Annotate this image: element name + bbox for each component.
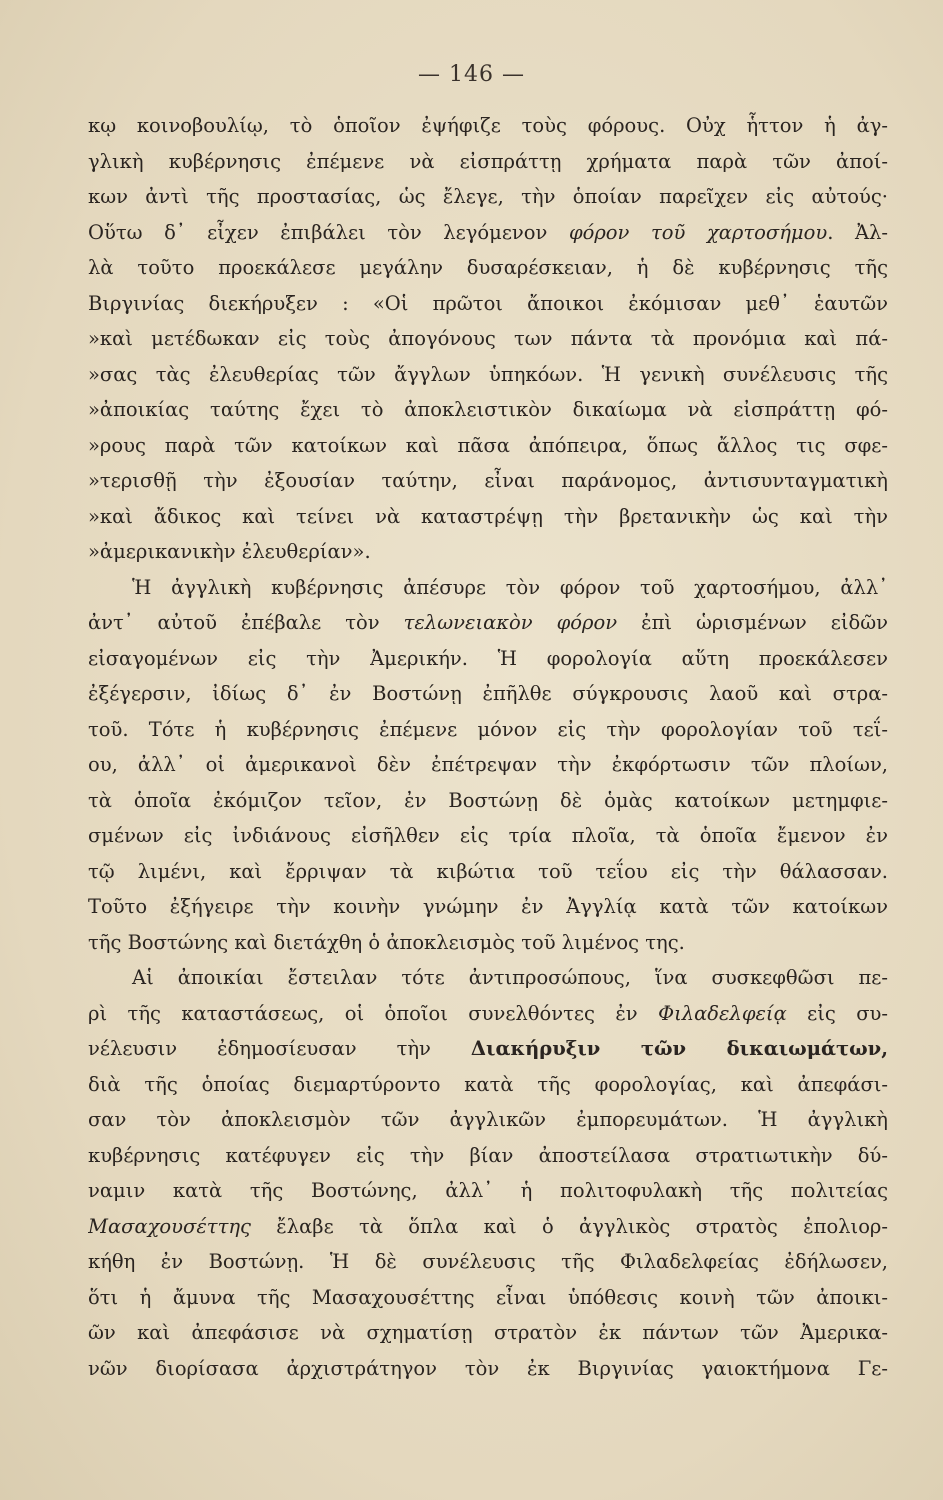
- text-line: [88, 1315, 888, 1351]
- text-line: [88, 1173, 888, 1209]
- text-run: ἔλαβε τὰ ὅπλα καὶ ὁ ἀγγλικὸς στρατὸς ἐπολιορ-: [250, 1214, 888, 1238]
- body-text: [88, 108, 888, 1386]
- text-line: [88, 1102, 888, 1138]
- text-line: [88, 889, 888, 925]
- text-line: [88, 357, 888, 393]
- text-line: [88, 818, 888, 854]
- text-line: [88, 1244, 888, 1280]
- text-run: ναμιν κατὰ τῆς Βοστώνης, ἀλλ᾽ ἡ πολιτοφυλακὴ τῆς πολιτείας: [88, 1179, 888, 1202]
- text-line: [88, 712, 888, 748]
- text-run: κυβέρνησις κατέφυγεν εἰς τὴν βίαν ἀποστείλασα στρατιωτικὴν δύ-: [88, 1143, 888, 1167]
- text-line: [88, 676, 888, 712]
- text-run: ἐξέγερσιν, ἰδίως δ᾽ ἐν Βοστώνῃ ἐπῆλθε σύγκρουσις λαοῦ καὶ στρα-: [88, 682, 888, 705]
- text-run: Ἡ ἀγγλικὴ κυβέρνησις ἀπέσυρε τὸν φόρον τοῦ χαρτοσήμου, ἀλλ᾽: [132, 575, 888, 599]
- text-run: κῳ κοινοβουλίῳ, τὸ ὁποῖον ἐψήφιζε τοὺς φόρους. Οὐχ ἧττον ἡ ἀγ-: [88, 114, 888, 137]
- italic-phrase: τελωνειακὸν φόρον: [403, 611, 618, 634]
- text-run: »καὶ ἄδικος καὶ τείνει νὰ καταστρέψῃ τὴν βρετανικὴν ὡς καὶ τὴν: [88, 504, 888, 528]
- text-run: »καὶ μετέδωκαν εἰς τοὺς ἀπογόνους των πάντα τὰ προνόμια καὶ πά-: [88, 327, 888, 350]
- text-line: [88, 321, 888, 357]
- text-run: »ἀποικίας ταύτης ἔχει τὸ ἀποκλειστικὸν δικαίωμα νὰ εἰσπράττῃ φό-: [88, 398, 888, 421]
- text-line: [88, 1209, 888, 1245]
- bold-heading-phrase: Διακήρυξιν τῶν δικαιωμάτων,: [470, 1037, 888, 1060]
- text-line: [88, 605, 888, 641]
- text-line: [88, 960, 888, 996]
- text-line: [88, 1280, 888, 1316]
- text-run: »ρους παρὰ τῶν κατοίκων καὶ πᾶσα ἀπόπειρα, ὅπως ἄλλος τις σφε-: [88, 433, 888, 457]
- text-line: [88, 499, 888, 535]
- text-run: τοῦ. Τότε ἡ κυβέρνησις ἐπέμενε μόνον εἰς τὴν φορολογίαν τοῦ τεΐ-: [88, 717, 888, 741]
- text-line: [88, 1351, 888, 1387]
- text-run: γλικὴ κυβέρνησις ἐπέμενε νὰ εἰσπράττῃ χρήματα παρὰ τῶν ἀποί-: [88, 149, 888, 173]
- text-run: σμένων εἰς ἰνδιάνους εἰσῆλθεν εἰς τρία πλοῖα, τὰ ὁποῖα ἔμενον ἐν: [88, 824, 888, 847]
- text-run: τὰ ὁποῖα ἐκόμιζον τεῖον, ἐν Βοστώνῃ δὲ ὁμὰς κατοίκων μετημφιε-: [88, 788, 888, 812]
- text-run: Βιργινίας διεκήρυξεν : «Οἱ πρῶτοι ἄποικοι ἐκόμισαν μεθ᾽ ἑαυτῶν: [88, 291, 888, 315]
- text-line: [88, 179, 888, 215]
- text-run: τῆς Βοστώνης καὶ διετάχθη ὁ ἀποκλεισμὸς τοῦ λιμένος της.: [88, 930, 685, 954]
- text-run: »σας τὰς ἐλευθερίας τῶν ἄγγλων ὑπηκόων. Ἡ γενικὴ συνέλευσις τῆς: [88, 362, 888, 386]
- text-line: [88, 392, 888, 428]
- text-line: [88, 534, 888, 570]
- text-line: [88, 428, 888, 464]
- text-run: ῶν καὶ ἀπεφάσισε νὰ σχηματίσῃ στρατὸν ἐκ πάντων τῶν Ἀμερικα-: [88, 1321, 888, 1344]
- text-run: κων ἀντὶ τῆς προστασίας, ὡς ἔλεγε, τὴν ὁποίαν παρεῖχεν εἰς αὐτούς·: [88, 185, 888, 208]
- text-line: [88, 854, 888, 890]
- text-line: [88, 463, 888, 499]
- text-run: »τερισθῇ τὴν ἐξουσίαν ταύτην, εἶναι παράνομος, ἀντισυνταγματικὴ: [88, 469, 888, 492]
- text-line: [88, 641, 888, 677]
- text-line: [88, 108, 888, 144]
- text-line: [88, 996, 888, 1032]
- text-line: [88, 144, 888, 180]
- italic-phrase: Φιλαδελφείᾳ: [658, 1001, 787, 1025]
- text-line: [88, 925, 888, 961]
- page-number: — 146 —: [418, 62, 525, 87]
- text-line: [88, 215, 888, 251]
- text-line: [88, 747, 888, 783]
- text-run: ρὶ τῆς καταστάσεως, οἱ ὁποῖοι συνελθόντες ἐν: [88, 1001, 659, 1025]
- text-line: [88, 1067, 888, 1103]
- text-run: ἀντ᾽ αὐτοῦ ἐπέβαλε τὸν: [88, 611, 404, 634]
- text-run: νέλευσιν ἐδημοσίευσαν τὴν: [88, 1037, 471, 1060]
- text-run: τῷ λιμένι, καὶ ἔρριψαν τὰ κιβώτια τοῦ τεΐου εἰς τὴν θάλασσαν.: [88, 859, 888, 883]
- text-line: [88, 286, 888, 322]
- text-run: εἰς συ-: [786, 1001, 888, 1025]
- text-line: [88, 570, 888, 606]
- text-run: ὅτι ἡ ἄμυνα τῆς Μασαχουσέττης εἶναι ὑπόθεσις κοινὴ τῶν ἀποικι-: [88, 1285, 888, 1309]
- text-run: ου, ἀλλ᾽ οἱ ἀμερικανοὶ δὲν ἐπέτρεψαν τὴν ἐκφόρτωσιν τῶν πλοίων,: [88, 753, 888, 776]
- italic-phrase: φόρον τοῦ χαρτοσήμου: [568, 220, 828, 244]
- text-run: . Ἀλ-: [827, 220, 888, 244]
- text-line: [88, 1138, 888, 1174]
- italic-phrase: Μασαχουσέττης: [88, 1214, 251, 1238]
- text-run: λὰ τοῦτο προεκάλεσε μεγάλην δυσαρέσκειαν, ἡ δὲ κυβέρνησις τῆς: [88, 256, 888, 279]
- text-run: »ἀμερικανικὴν ἐλευθερίαν».: [88, 540, 371, 563]
- text-run: Τοῦτο ἐξήγειρε τὴν κοινὴν γνώμην ἐν Ἀγγλίᾳ κατὰ τῶν κατοίκων: [88, 895, 888, 918]
- text-run: νῶν διορίσασα ἀρχιστράτηγον τὸν ἐκ Βιργινίας γαιοκτήμονα Γε-: [88, 1356, 888, 1380]
- text-run: Οὕτω δ᾽ εἶχεν ἐπιβάλει τὸν λεγόμενον: [88, 220, 569, 244]
- text-run: διὰ τῆς ὁποίας διεμαρτύροντο κατὰ τῆς φορολογίας, καὶ ἀπεφάσι-: [88, 1072, 888, 1096]
- text-line: [88, 1031, 888, 1067]
- text-line: [88, 783, 888, 819]
- text-run: εἰσαγομένων εἰς τὴν Ἀμερικήν. Ἡ φορολογία αὕτη προεκάλεσεν: [88, 646, 888, 670]
- text-line: [88, 250, 888, 286]
- text-run: κήθη ἐν Βοστώνῃ. Ἡ δὲ συνέλευσις τῆς Φιλαδελφείας ἐδήλωσεν,: [88, 1250, 888, 1273]
- text-run: ἐπὶ ὡρισμένων εἰδῶν: [617, 611, 888, 634]
- text-run: σαν τὸν ἀποκλεισμὸν τῶν ἀγγλικῶν ἐμπορευμάτων. Ἡ ἀγγλικὴ: [88, 1108, 888, 1131]
- text-run: Αἱ ἀποικίαι ἔστειλαν τότε ἀντιπροσώπους, ἵνα συσκεφθῶσι πε-: [132, 966, 888, 989]
